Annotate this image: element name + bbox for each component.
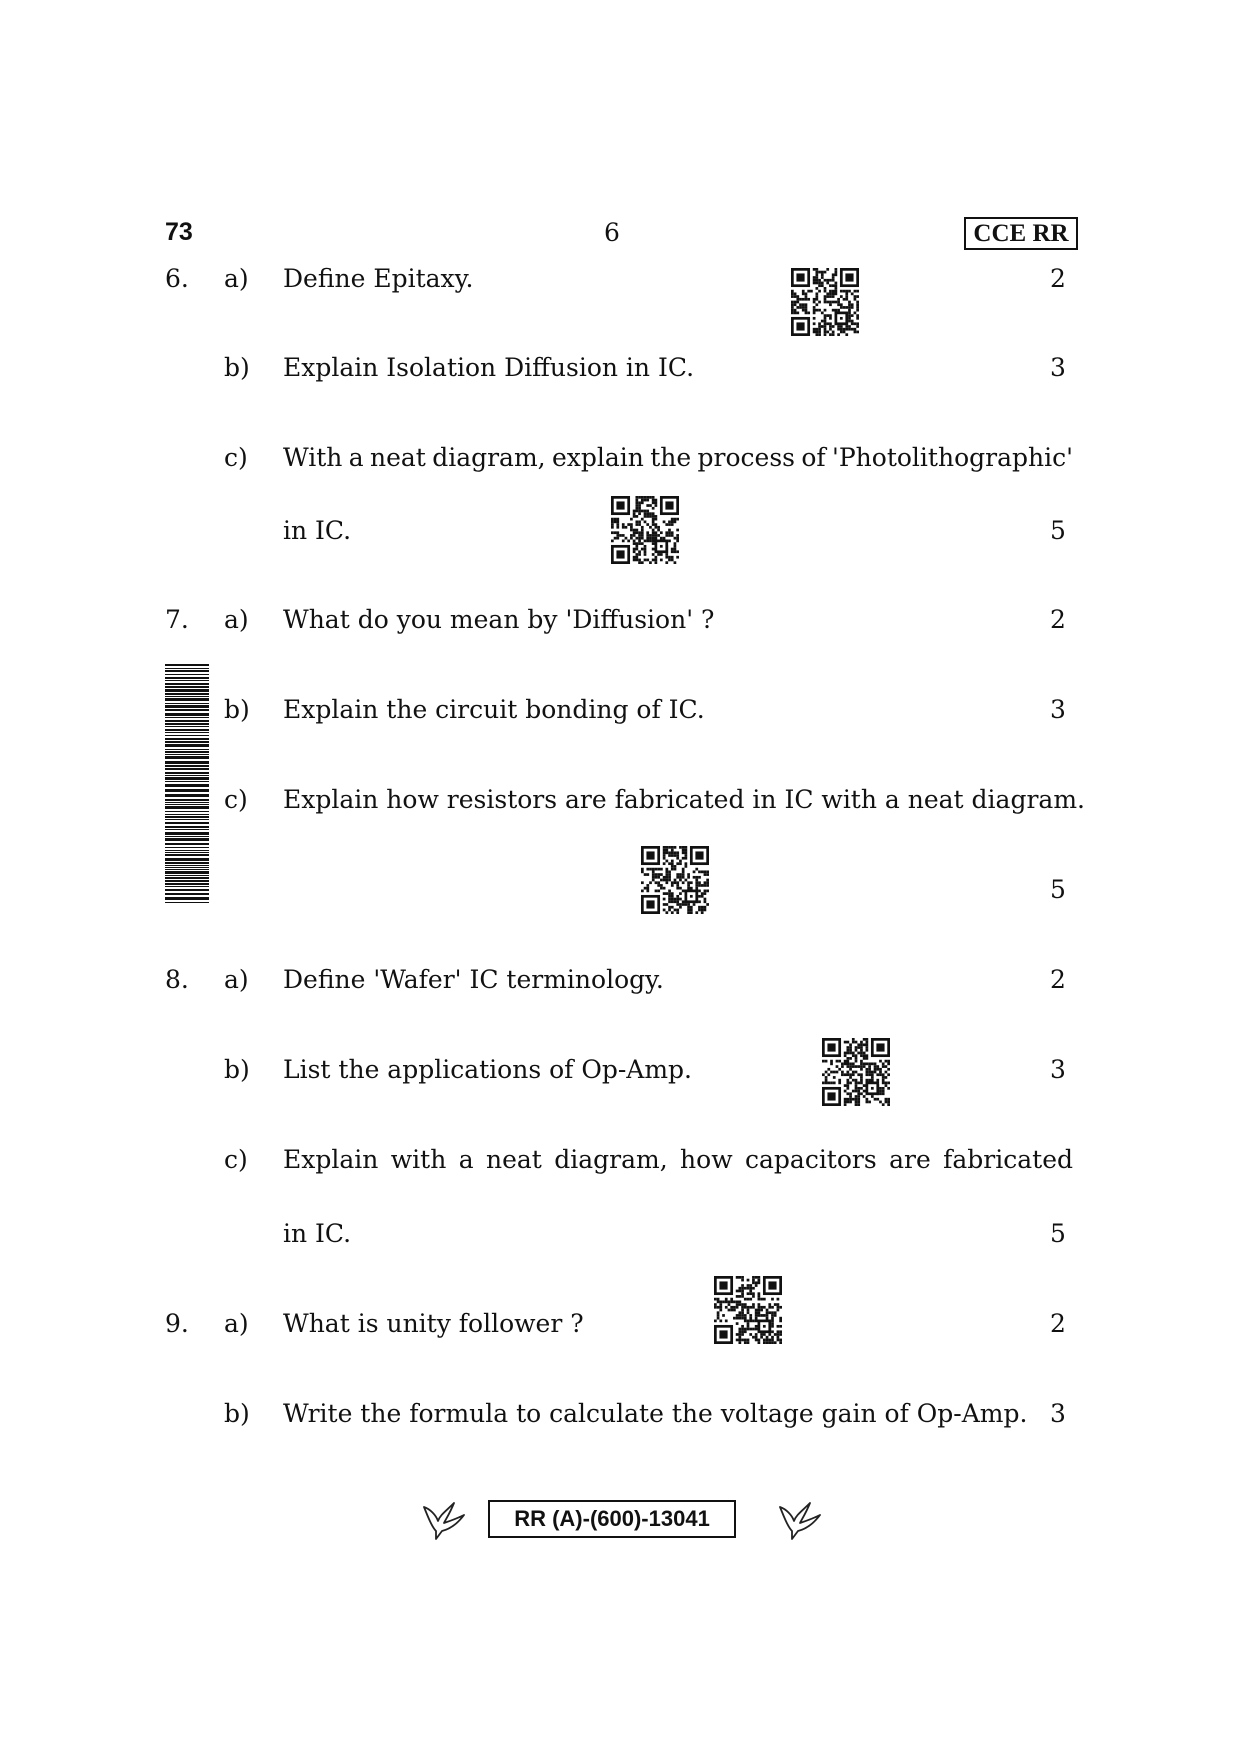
question-text: Write the formula to calculate the voltage gain of Op-Amp. [283, 1399, 1028, 1428]
sub-label: a) [224, 965, 249, 994]
word: a [348, 443, 364, 472]
sub-label: b) [224, 1055, 250, 1084]
question-number: 9. [165, 1309, 189, 1338]
word: With [283, 443, 343, 472]
question-text: List the applications of Op-Amp. [283, 1055, 692, 1084]
qr-code-icon [714, 1276, 782, 1344]
sub-label: c) [224, 785, 248, 814]
marks: 2 [1050, 965, 1066, 994]
page-number: 6 [604, 218, 620, 247]
question-text: Explain how resistors are fabricated in IC with a neat diagram. [283, 785, 1085, 814]
marks: 3 [1050, 353, 1066, 382]
sub-label: a) [224, 605, 249, 634]
word: a [458, 1145, 474, 1174]
paper-code: 73 [165, 218, 193, 246]
word: how [680, 1145, 733, 1174]
question-text: What do you mean by 'Diffusion' ? [283, 605, 715, 634]
question-text: What is unity follower ? [283, 1309, 584, 1338]
barcode-icon [165, 664, 209, 904]
word: diagram, [554, 1145, 668, 1174]
dove-icon [420, 1493, 468, 1541]
sub-label: b) [224, 353, 250, 382]
question-number: 7. [165, 605, 189, 634]
word: Explain [283, 1145, 379, 1174]
marks: 2 [1050, 605, 1066, 634]
word: are [889, 1145, 931, 1174]
question-text: Explain the circuit bonding of IC. [283, 695, 705, 724]
marks: 2 [1050, 264, 1066, 293]
question-text: Define 'Wafer' IC terminology. [283, 965, 664, 994]
qr-code-icon [611, 496, 679, 564]
marks: 5 [1050, 516, 1066, 545]
question-text: in IC. [283, 1219, 352, 1248]
word: fabricated [943, 1145, 1073, 1174]
marks: 3 [1050, 1399, 1066, 1428]
word: the [650, 443, 692, 472]
word: neat [485, 1145, 542, 1174]
question-text [283, 1145, 1073, 1174]
word: neat [370, 443, 426, 472]
marks: 2 [1050, 1309, 1066, 1338]
marks: 3 [1050, 1055, 1066, 1084]
question-text: in IC. [283, 516, 352, 545]
question-number: 8. [165, 965, 189, 994]
question-text: Explain Isolation Diffusion in IC. [283, 353, 695, 382]
sub-label: b) [224, 695, 250, 724]
qr-code-icon [641, 846, 709, 914]
marks: 3 [1050, 695, 1066, 724]
question-text [283, 443, 1073, 472]
scheme-label: CCE RR [964, 217, 1078, 250]
word: with [390, 1145, 447, 1174]
question-text: Define Epitaxy. [283, 264, 474, 293]
footer-code: RR (A)-(600)-13041 [488, 1500, 736, 1538]
word: explain [551, 443, 644, 472]
word: capacitors [745, 1145, 877, 1174]
word: process [697, 443, 795, 472]
sub-label: c) [224, 443, 248, 472]
qr-code-icon [791, 268, 859, 336]
sub-label: c) [224, 1145, 248, 1174]
marks: 5 [1050, 875, 1066, 904]
qr-code-icon [822, 1038, 890, 1106]
dove-icon [776, 1493, 824, 1541]
word: diagram, [432, 443, 546, 472]
sub-label: b) [224, 1399, 250, 1428]
sub-label: a) [224, 1309, 249, 1338]
question-number: 6. [165, 264, 189, 293]
sub-label: a) [224, 264, 249, 293]
word: 'Photolithographic' [831, 443, 1073, 472]
word: of [801, 443, 826, 472]
marks: 5 [1050, 1219, 1066, 1248]
